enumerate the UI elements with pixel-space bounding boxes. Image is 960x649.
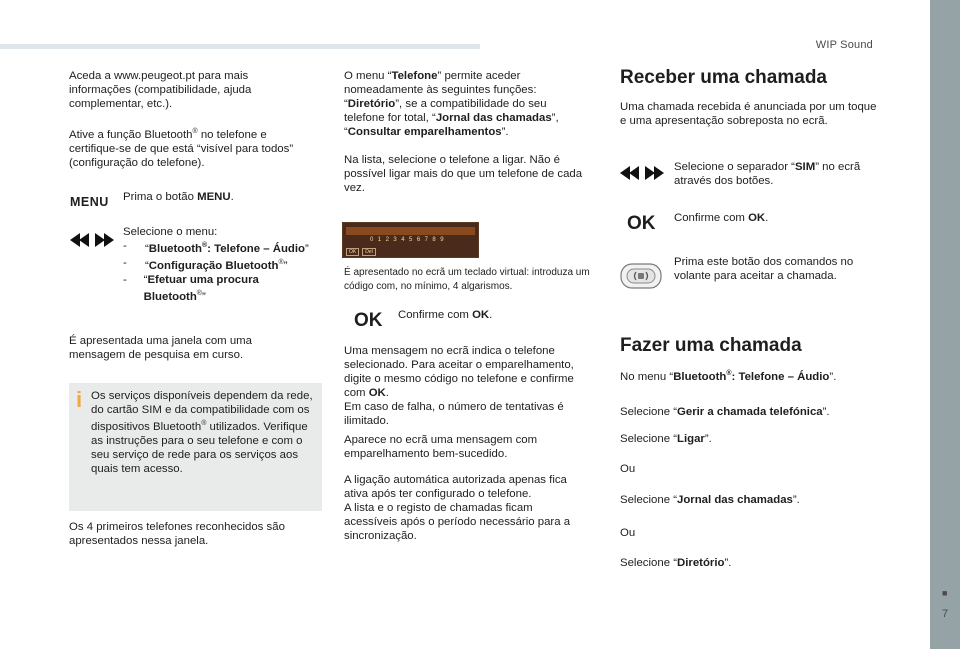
make-call-heading: Fazer uma chamada	[620, 335, 802, 356]
running-header: WIP Sound	[815, 39, 873, 51]
select-sim-step: Selecione o separador “SIM” no ecrã através dos botões.	[674, 161, 861, 187]
press-menu-step: Prima o botão MENU.	[123, 191, 234, 203]
list-item: - “Configuração Bluetooth®”	[123, 256, 288, 272]
info-text: Os serviços disponíveis dependem da rede, do cartão SIM e da compatibilidade com os dispositivos Bluetooth® utilizados. Verifique as instruções para o seu telefone e com o seu serviço de rede para os serviços aos quais tem acesso.	[91, 390, 313, 475]
confirm-ok-step: Confirme com OK.	[398, 309, 493, 321]
arrows-icon	[70, 233, 114, 247]
pairing-success-paragraph: Aparece no ecrã uma mensagem com emparelhamento bem-sucedido.	[344, 434, 538, 460]
page-number: 7	[942, 608, 949, 620]
select-phone-paragraph: Na lista, selecione o telefone a ligar. Não é possível ligar mais do que um telefone de cada vez.	[344, 154, 583, 194]
incoming-call-paragraph: Uma chamada recebida é anunciada por um toque e uma apresentação sobreposta no ecrã.	[620, 101, 877, 127]
search-window-paragraph: É apresentada uma janela com uma mensagem de pesquisa em curso.	[69, 335, 252, 361]
select-call-log-line: Selecione “Jornal das chamadas”.	[620, 494, 800, 506]
select-manage-call-line: Selecione “Gerir a chamada telefónica”.	[620, 406, 830, 418]
keyboard-buttons: OK Del	[346, 249, 379, 255]
select-menu-step: Selecione o menu:	[123, 226, 218, 238]
four-phones-paragraph: Os 4 primeiros telefones reconhecidos são apresentados nessa janela.	[69, 521, 285, 547]
intro-paragraph: Aceda a www.peugeot.pt para mais informações (compatibilidade, ajuda complementar, etc.).	[69, 70, 252, 110]
phone-menu-paragraph: O menu “Telefone” permite aceder nomeadamente às seguintes funções: “Diretório”, se a compatibilidade do seu telefone for total, “Jornal das chamadas”, “Consultar emparelhamentos”.	[344, 70, 559, 138]
steering-wheel-step: Prima este botão dos comandos no volante para aceitar a chamada.	[674, 256, 854, 282]
or-text: Ou	[620, 527, 636, 539]
select-call-line: Selecione “Ligar”.	[620, 433, 712, 445]
bluetooth-paragraph: Ative a função Bluetooth® no telefone e certifique-se de que está “visível para todos” (configuração do telefone).	[69, 128, 294, 169]
select-directory-line: Selecione “Diretório”.	[620, 557, 732, 569]
code-field	[346, 227, 475, 235]
menu-options-list	[123, 239, 313, 303]
keyboard-caption: É apresentado no ecrã um teclado virtual: introduza um código com, no mínimo, 4 algarismos.	[344, 267, 590, 292]
menu-bluetooth-line: No menu “Bluetooth®: Telefone – Áudio”.	[620, 370, 837, 383]
receive-call-heading: Receber uma chamada	[620, 67, 827, 88]
side-strip	[930, 0, 960, 649]
top-rule	[0, 44, 480, 49]
or-text: Ou	[620, 463, 636, 475]
ok-icon: OK	[627, 213, 656, 234]
info-icon: i	[76, 387, 83, 412]
end-marks: ■	[942, 588, 948, 598]
auto-connect-paragraph: A ligação automática autorizada apenas fica ativa após ter configurado o telefone. A lista e o registo de chamadas ficam acessíveis após o período necessário para a sincronização.	[344, 474, 571, 542]
arrows-icon	[620, 166, 664, 180]
list-item: - “Efetuar uma procura Bluetooth®”	[123, 273, 259, 303]
menu-icon: MENU	[70, 195, 109, 209]
confirm-ok-step: Confirme com OK.	[674, 212, 769, 224]
keyboard-digits: 0 1 2 3 4 5 6 7 8 9	[370, 237, 445, 243]
steering-wheel-button-icon	[619, 261, 663, 291]
ok-icon: OK	[354, 310, 383, 331]
pairing-message-paragraph: Uma mensagem no ecrã indica o telefone selecionado. Para aceitar o emparelhamento, digite o mesmo código no telefone e confirme com OK. Em caso de falha, o número de tentativas é ilimitado.	[344, 345, 574, 427]
list-item: - “Bluetooth®: Telefone – Áudio”	[123, 240, 309, 255]
